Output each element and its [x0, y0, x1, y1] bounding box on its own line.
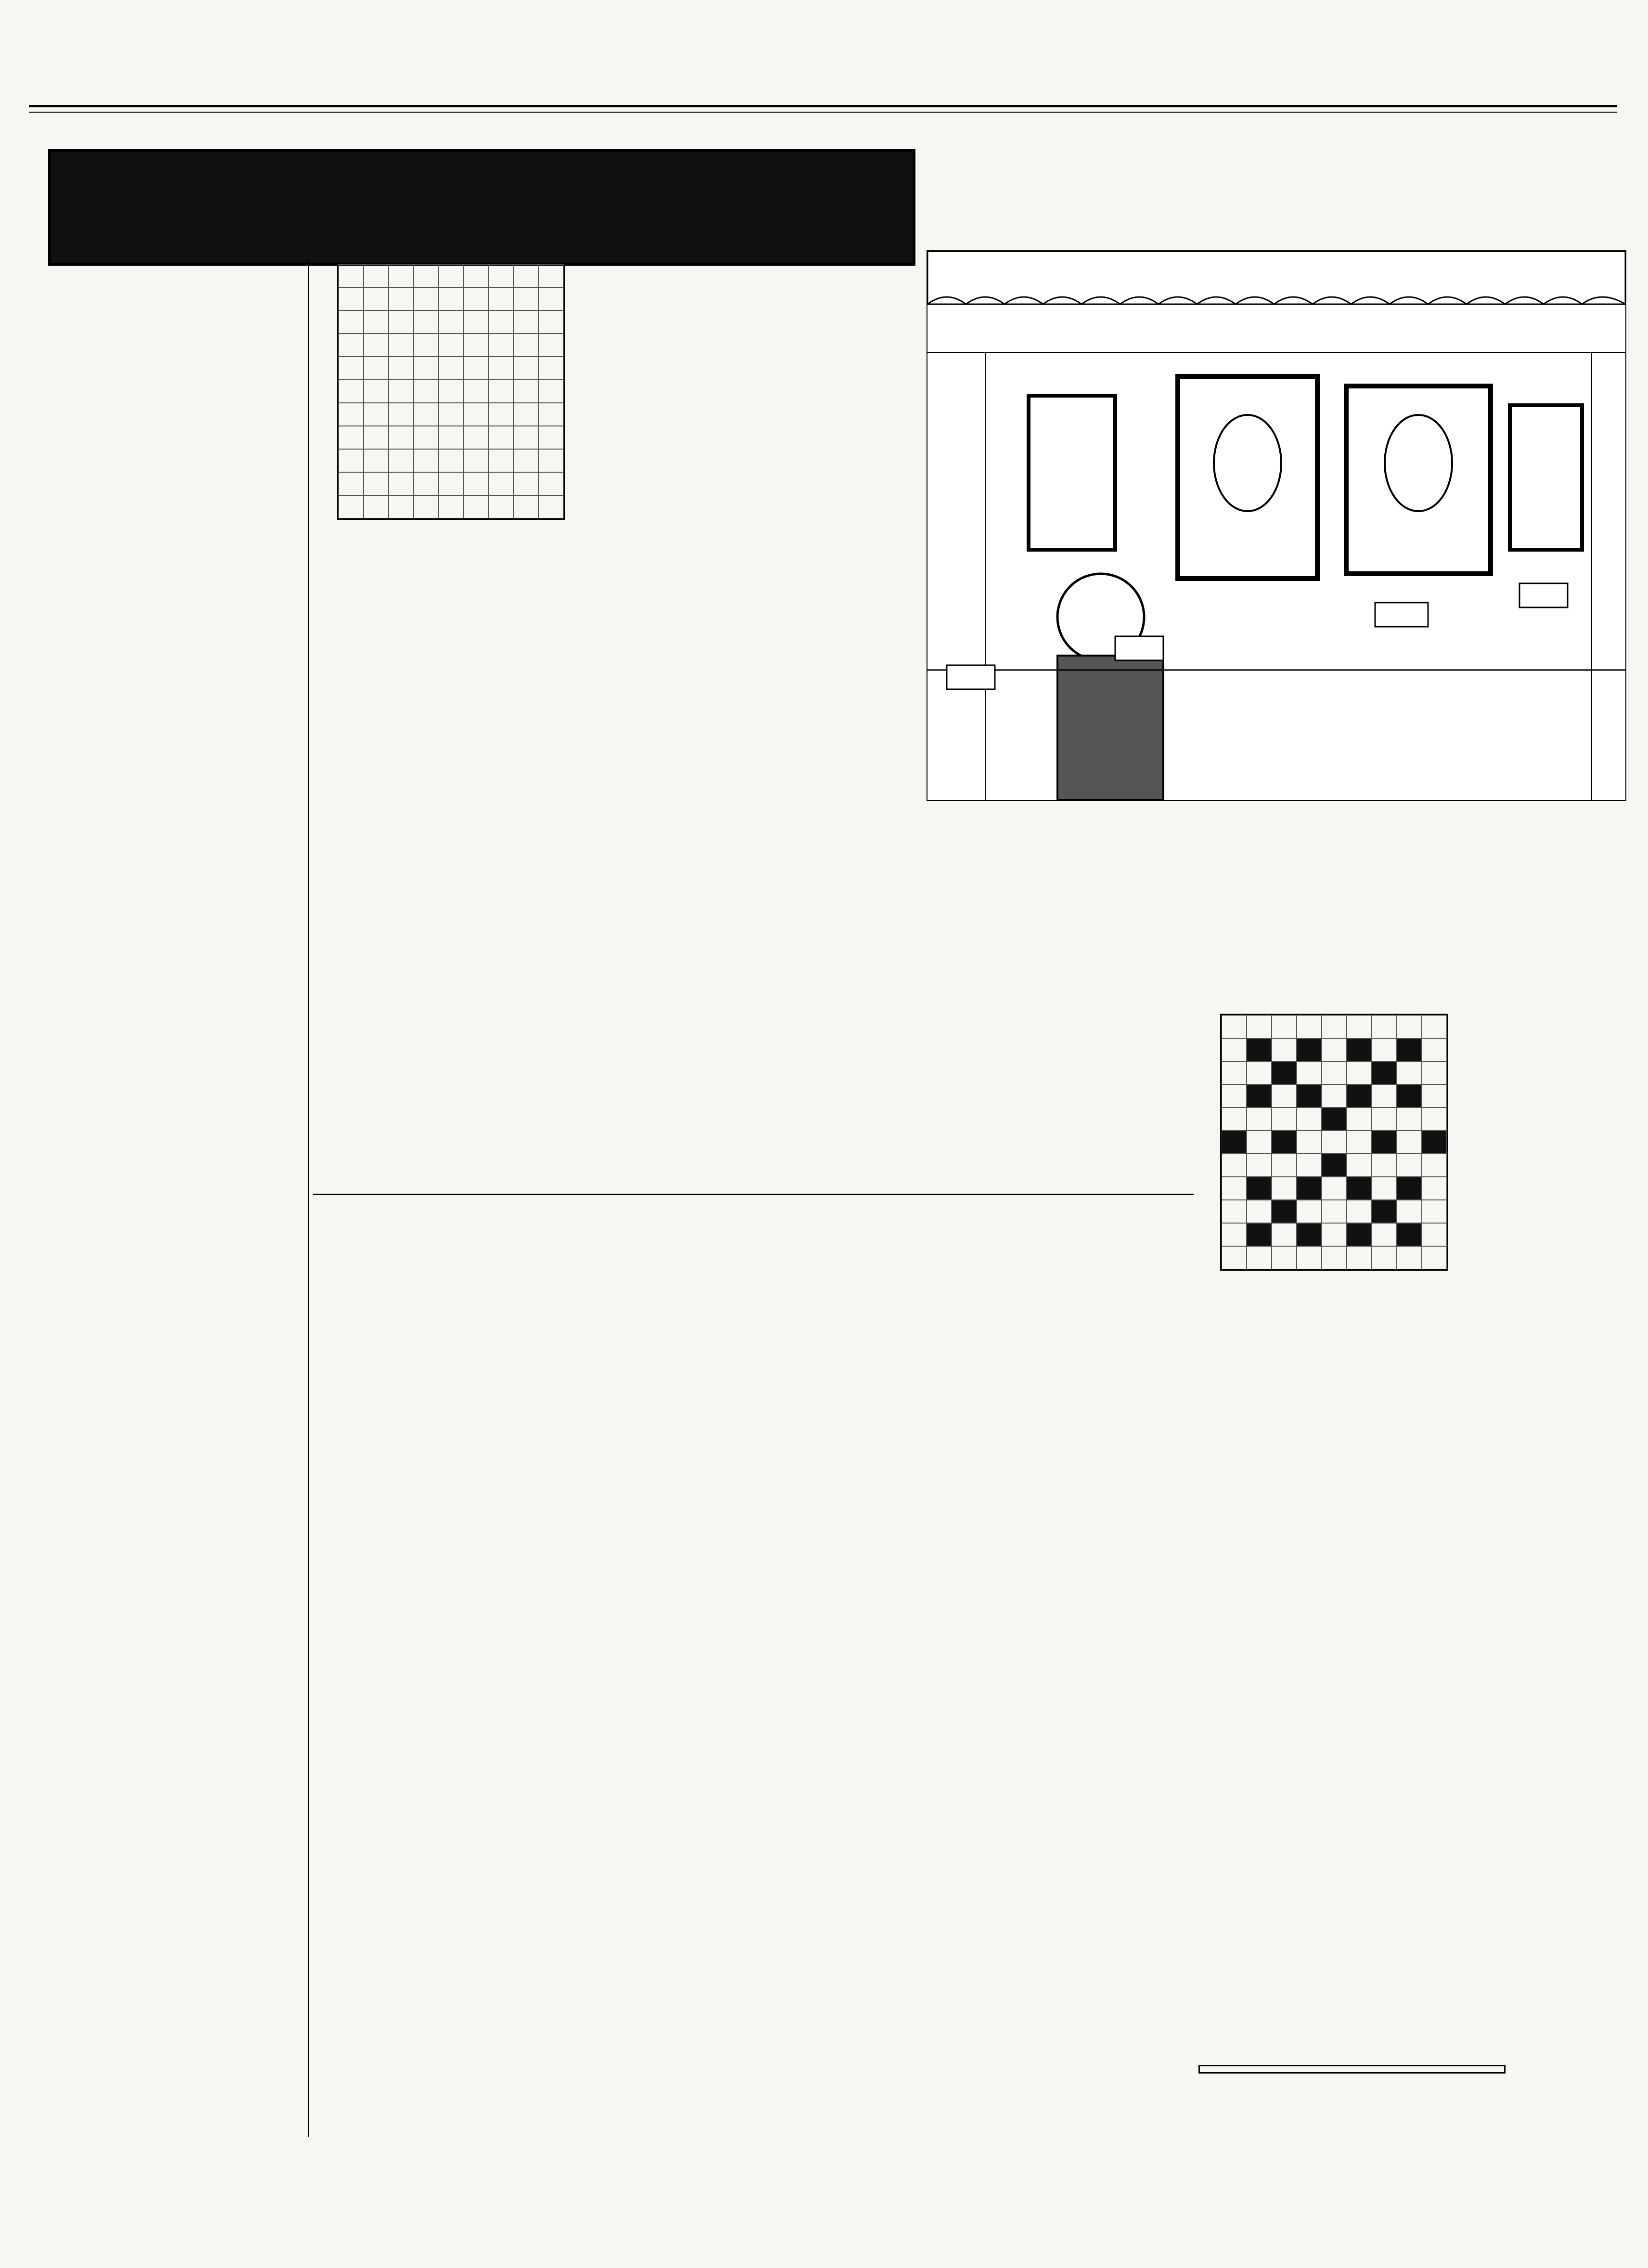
farmacias-column: [599, 260, 898, 263]
crossword2-row-number: [1201, 1014, 1220, 1037]
crossword2-grid[interactable]: [1220, 1014, 1448, 1271]
crossword-row-number: [318, 425, 337, 448]
crossword-1891: [318, 260, 592, 527]
crossword2-row-number: [1201, 1106, 1220, 1129]
crossword2-row-number: [1201, 1129, 1220, 1152]
header-rule-thin: [29, 112, 1617, 113]
crossword-row-number: [318, 309, 337, 332]
crossword-row-number: [318, 494, 337, 517]
cartoon-drawing: [927, 251, 1625, 800]
crossword2-row-number: [1201, 1037, 1220, 1060]
crossword-row-number: [318, 355, 337, 378]
crossword-882: [1201, 1011, 1499, 1277]
crossword-row-numbers: [318, 263, 337, 520]
cartoon-illustration: [927, 250, 1626, 801]
bolsa-rule: [313, 1194, 1194, 1195]
crossword-grid[interactable]: [337, 263, 565, 520]
crossword-row-number: [318, 401, 337, 425]
crossword-row-number: [318, 332, 337, 355]
savel-advertisement: [1198, 2065, 1506, 2074]
crossword2-row-number: [1201, 1152, 1220, 1175]
column-1: [34, 260, 301, 263]
crossword2-row-numbers: [1201, 1014, 1220, 1271]
crossword2-row-number: [1201, 1175, 1220, 1198]
crossword-row-number: [318, 448, 337, 471]
crossword-row-number: [318, 378, 337, 401]
trinta-anos-column: [905, 972, 1194, 975]
crossword2-row-number: [1201, 1060, 1220, 1083]
crossword-row-number: [318, 471, 337, 494]
crossword-row-number: [318, 286, 337, 309]
crossword-row-number: [318, 263, 337, 286]
masthead-banner: [48, 149, 915, 266]
crossword2-row-number: [1201, 1198, 1220, 1222]
crossword2-row-number: [1201, 1222, 1220, 1245]
column-divider: [308, 260, 309, 2137]
header-rule: [29, 105, 1617, 107]
crossword2-row-number: [1201, 1245, 1220, 1268]
crossword2-row-number: [1201, 1083, 1220, 1106]
